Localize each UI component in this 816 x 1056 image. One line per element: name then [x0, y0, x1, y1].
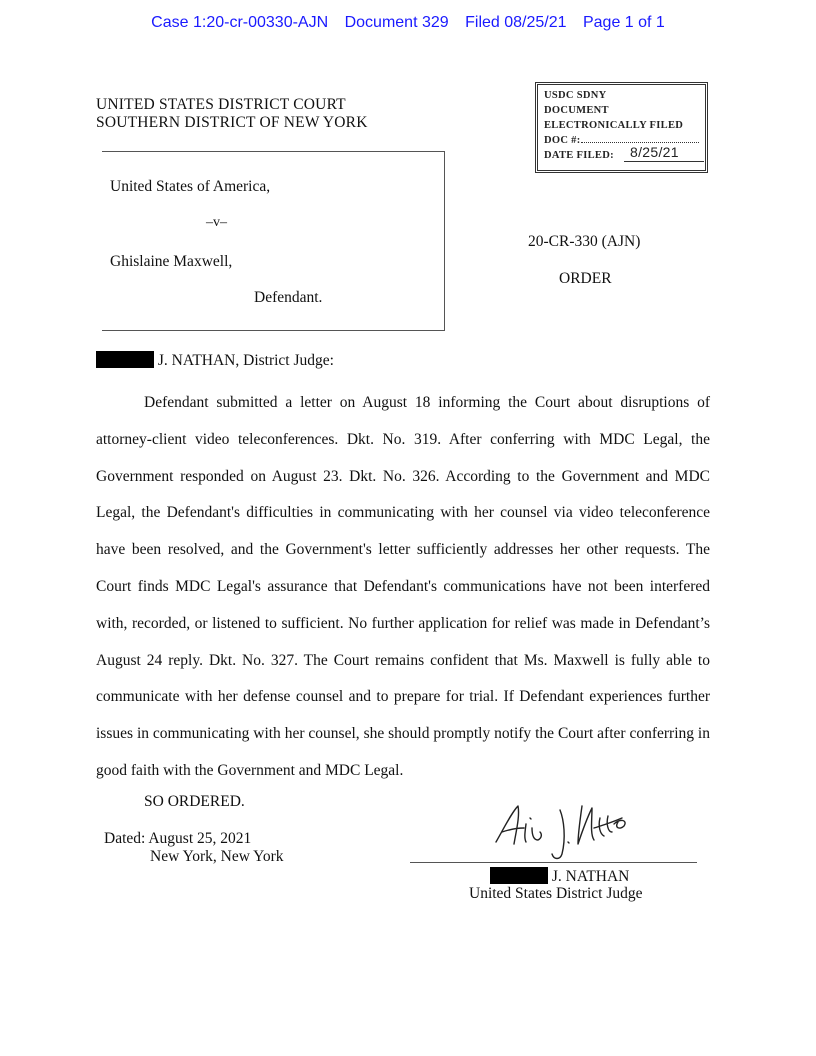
stamp-date-value: 8/25/21 [630, 144, 679, 160]
dated-label: Dated: [104, 830, 146, 847]
dated-block [104, 830, 251, 848]
dated-date: August 25, 2021 [148, 830, 252, 847]
court-line-2: SOUTHERN DISTRICT OF NEW YORK [96, 114, 368, 131]
court-line-1: UNITED STATES DISTRICT COURT [96, 96, 346, 113]
judge-signature [490, 798, 640, 864]
redaction-bar [96, 351, 154, 368]
stamp-doc-label: DOC #: [544, 135, 581, 146]
judge-intro [96, 351, 334, 370]
plaintiff-name: United States of America, [110, 178, 271, 195]
stamp-line-1: USDC SDNY [544, 90, 607, 101]
signature-title: United States District Judge [469, 885, 643, 902]
ecf-header [0, 14, 816, 32]
signature-redaction-bar [490, 867, 548, 884]
signature-line [410, 862, 697, 863]
signature-name-text: J. NATHAN [551, 868, 630, 885]
so-ordered: SO ORDERED. [144, 793, 245, 810]
dated-place: New York, New York [150, 848, 284, 865]
filed-date-header: Filed 08/25/21 [465, 14, 567, 31]
signature-name [490, 867, 629, 886]
stamp-date-underline [624, 161, 704, 162]
court-name [96, 96, 368, 132]
page-count-header: Page 1 of 1 [582, 14, 665, 31]
filing-stamp [535, 82, 708, 173]
stamp-doc-number [544, 133, 705, 148]
case-number-header: Case 1:20-cr-00330-AJN [151, 14, 329, 31]
document-number-header: Document 329 [344, 14, 449, 31]
stamp-date-label: DATE FILED: [544, 150, 614, 161]
document-type: ORDER [559, 270, 612, 287]
case-number: 20-CR-330 (AJN) [528, 233, 641, 250]
stamp-line-2: DOCUMENT [544, 105, 609, 116]
versus-mark: –v– [206, 215, 227, 230]
stamp-doc-blank [581, 142, 699, 143]
judge-intro-text: J. NATHAN, District Judge: [157, 352, 334, 369]
stamp-line-3: ELECTRONICALLY FILED [544, 120, 684, 131]
defendant-role: Defendant. [254, 289, 323, 306]
stamp-date-filed [544, 144, 705, 163]
defendant-name: Ghislaine Maxwell, [110, 253, 233, 270]
order-body: Defendant submitted a letter on August 18 informing the Court about disruptions of attorney-client video teleconferences. Dkt. No. 319. After conferring with MDC Legal, the Government responded on August 23. Dkt. No. 326. According to the Government and MDC Legal, the Defendant's difficulties in communicating with her counsel via video teleconference have been resolved, and the Government's letter sufficiently addresses her other requests. The Court finds MDC Legal's assurance that Defendant's communications have not been interfered with, recorded, or listened to sufficient. No further application for relief was made in Defendant’s August 24 reply. Dkt. No. 327. The Court remains confident that Ms. Maxwell is fully able to communicate with her defense counsel and to prepare for trial. If Defendant experiences further issues in communicating with her counsel, she should promptly notify the Court after conferring in good faith with the Government and MDC Legal. [96, 394, 710, 779]
